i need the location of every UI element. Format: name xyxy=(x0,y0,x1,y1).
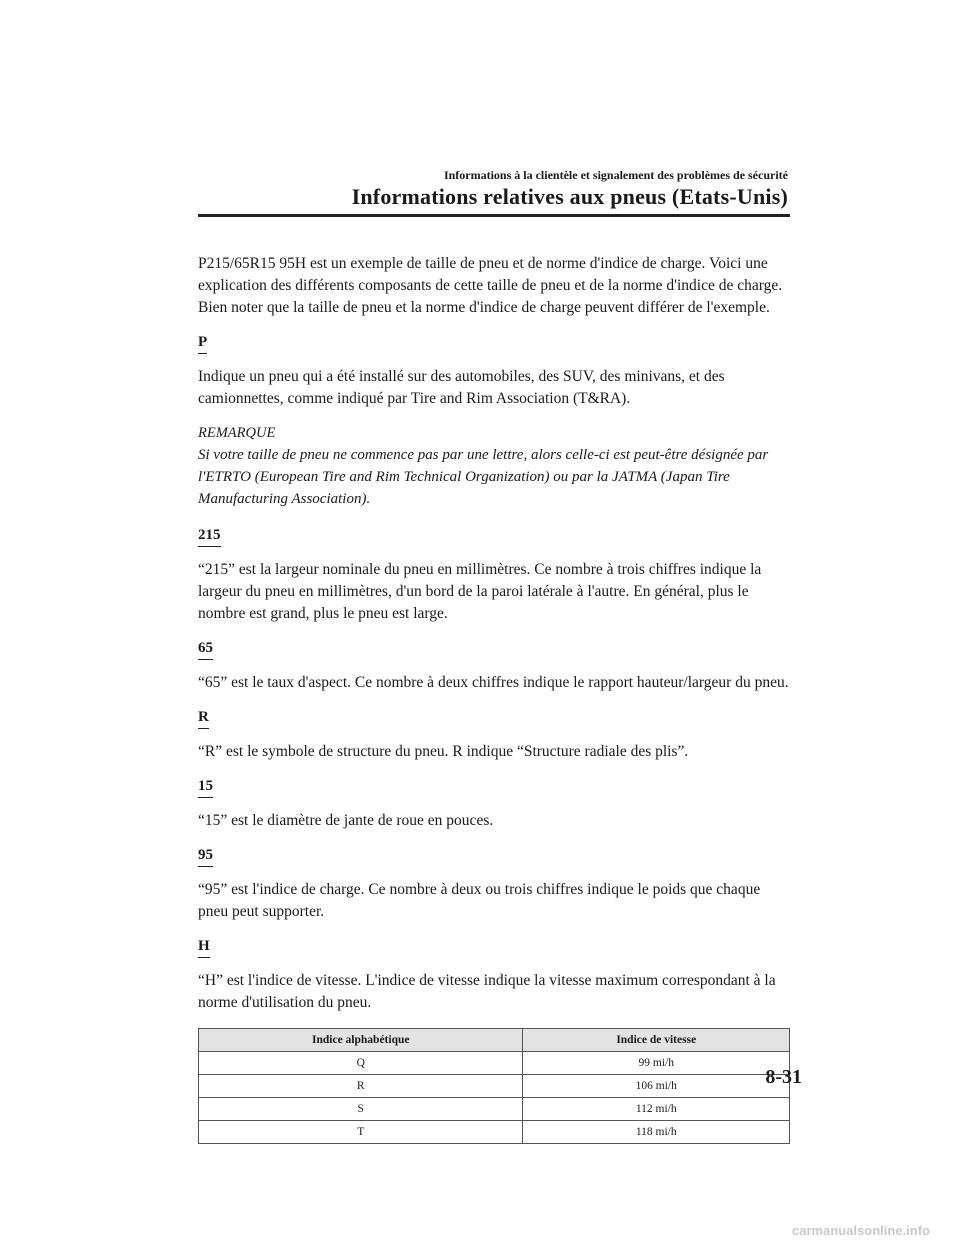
page-number: 8-31 xyxy=(765,1066,802,1088)
table-header-cell: Indice de vitesse xyxy=(523,1029,790,1052)
code-p: P xyxy=(198,332,207,354)
table-row xyxy=(199,1075,790,1098)
code-structure: R xyxy=(198,707,209,729)
intro-paragraph: P215/65R15 95H est un exemple de taille de pneu et de norme d'indice de charge. Voici une explication des différents composants de cette taille de pneu et de la norme d'indice de charge. Bien noter que la taille de pneu et la norme d'indice de charge peuvent différer de l'exemple. xyxy=(198,255,783,316)
rim-description: “15” est le diamètre de jante de roue en pouces. xyxy=(198,812,494,829)
table-cell: S xyxy=(199,1098,523,1121)
watermark: carmanualsonline.info xyxy=(792,1223,930,1238)
code-width: 215 xyxy=(198,525,221,547)
structure-description: “R” est le symbole de structure du pneu. R indique “Structure radiale des plis”. xyxy=(198,743,689,760)
table-header-cell: Indice alphabétique xyxy=(199,1029,523,1052)
table-cell: 106 mi/h xyxy=(523,1075,790,1098)
code-load: 95 xyxy=(198,845,213,867)
table-header-row xyxy=(199,1029,790,1052)
table-cell: R xyxy=(199,1075,523,1098)
speed-description: “H” est l'indice de vitesse. L'indice de vitesse indique la vitesse maximum correspondant à la norme d'utilisation du pneu. xyxy=(198,972,776,1011)
table-row xyxy=(199,1121,790,1144)
aspect-description: “65” est le taux d'aspect. Ce nombre à deux chiffres indique le rapport hauteur/largeur du pneu. xyxy=(198,674,789,691)
code-speed: H xyxy=(198,936,210,958)
p-description: Indique un pneu qui a été installé sur des automobiles, des SUV, des minivans, et des camionnettes, comme indiqué par Tire and Rim Association (T&RA). xyxy=(198,368,725,407)
code-aspect: 65 xyxy=(198,638,213,660)
table-cell: 99 mi/h xyxy=(523,1052,790,1075)
load-description: “95” est l'indice de charge. Ce nombre à deux ou trois chiffres indique le poids que chaque pneu peut supporter. xyxy=(198,881,761,920)
note-text: Si votre taille de pneu ne commence pas par une lettre, alors celle-ci est peut-être désignée par l'ETRTO (European Tire and Rim Technical Organization) ou par la JATMA (Japan Tire Manufacturing Association). xyxy=(198,447,769,507)
code-rim: 15 xyxy=(198,776,213,798)
content xyxy=(198,253,790,1144)
table-row xyxy=(199,1098,790,1121)
table-cell: T xyxy=(199,1121,523,1144)
speed-rating-table xyxy=(198,1028,790,1144)
table-cell: 118 mi/h xyxy=(523,1121,790,1144)
header-rule xyxy=(198,214,790,217)
header-subtitle: Informations à la clientèle et signalement des problèmes de sécurité xyxy=(443,168,788,182)
table-row xyxy=(199,1052,790,1075)
page-title: Informations relatives aux pneus (Etats-Unis) xyxy=(351,184,788,209)
table-cell: Q xyxy=(199,1052,523,1075)
table-cell: 112 mi/h xyxy=(523,1098,790,1121)
width-description: “215” est la largeur nominale du pneu en millimètres. Ce nombre à trois chiffres indique la largeur du pneu en millimètres, d'un bord de la paroi latérale à l'autre. En général, plus le nombre est grand, plus le pneu est large. xyxy=(198,561,762,622)
note-label: REMARQUE xyxy=(198,425,276,441)
